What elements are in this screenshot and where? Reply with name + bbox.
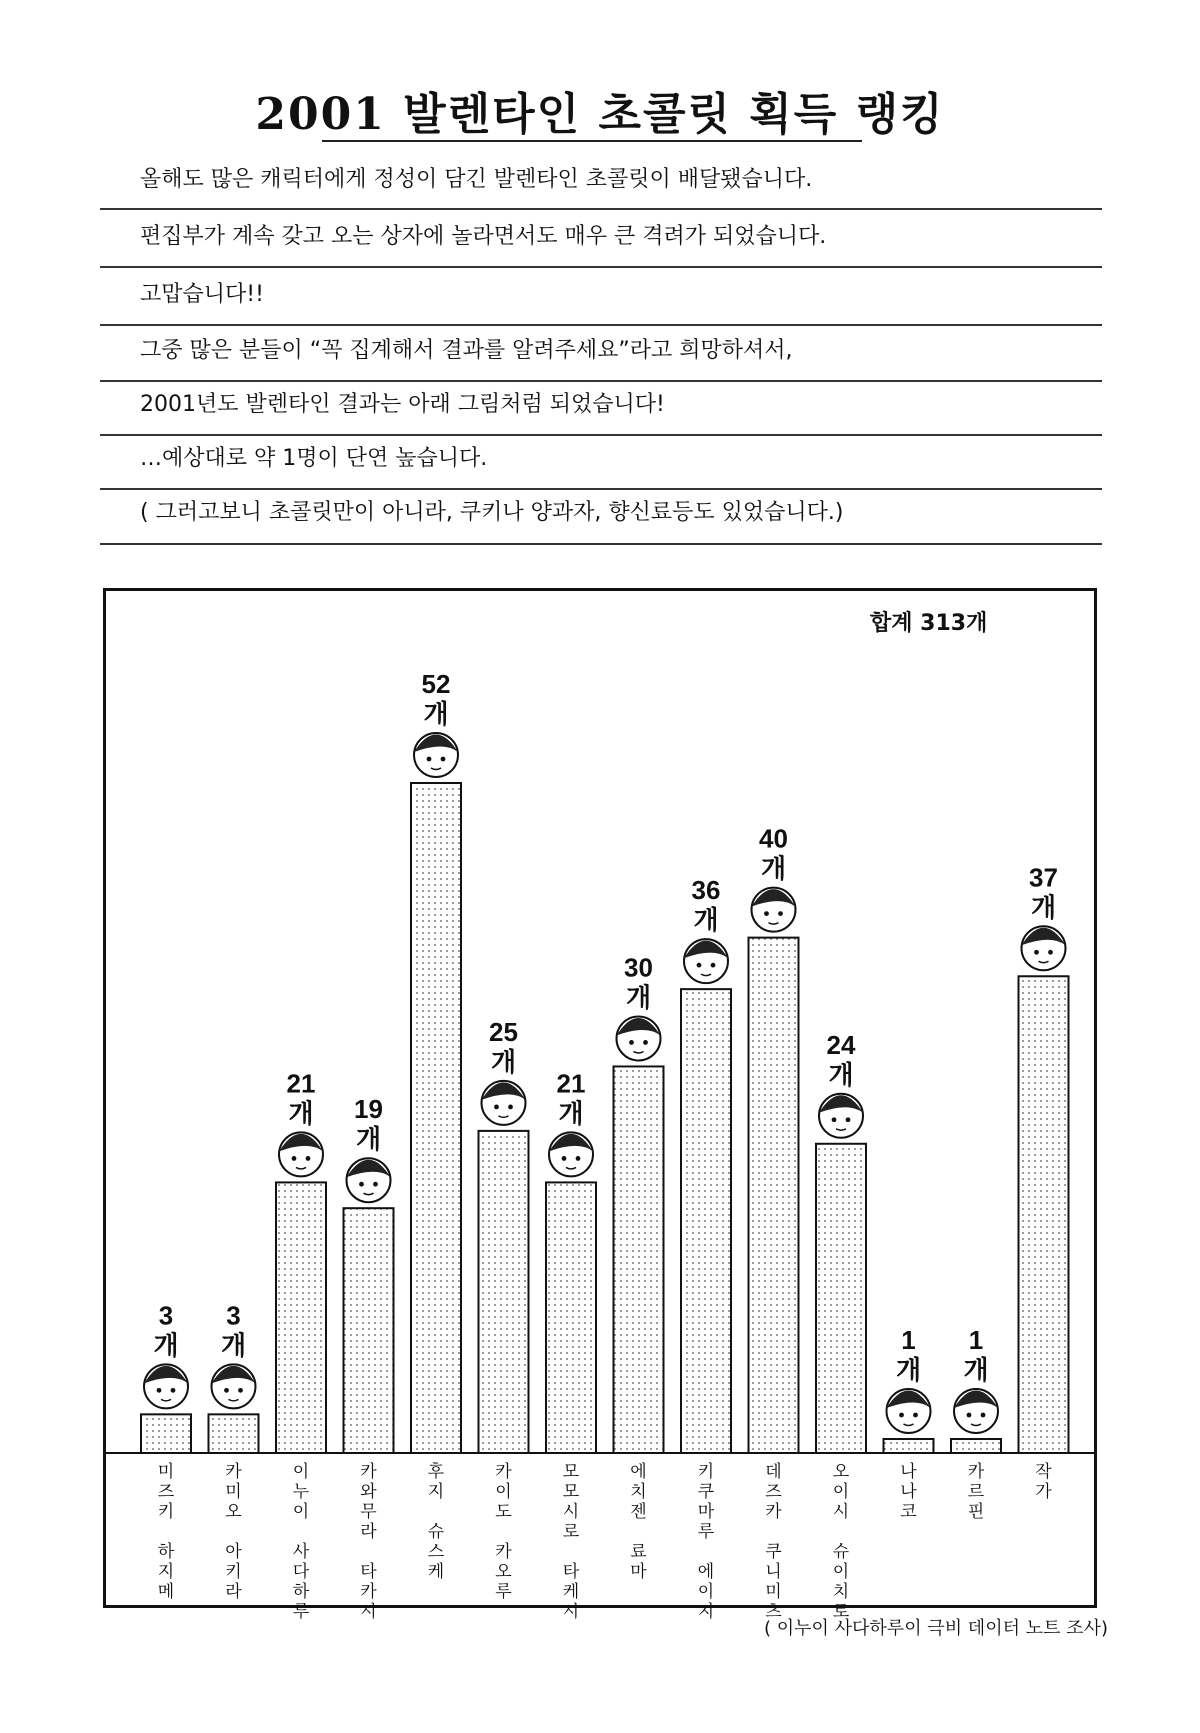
value-label: 3 [226, 1300, 241, 1331]
bar [749, 938, 799, 1453]
value-unit: 개 [558, 1099, 584, 1130]
category-label: 나 나 코 [900, 1462, 917, 1522]
value-unit: 개 [693, 906, 719, 937]
category-label: 데 즈 카 쿠 니 미 츠 [765, 1462, 782, 1622]
value-label: 3 [158, 1300, 174, 1331]
category-label: 미 즈 키 하 지 메 [157, 1462, 175, 1602]
value-label: 36 [691, 875, 721, 906]
bar [681, 989, 731, 1453]
value-label: 21 [286, 1068, 316, 1099]
value-unit: 개 [828, 1060, 854, 1091]
character-face-icon [279, 1132, 323, 1176]
total-label: 합계 313개 [870, 611, 988, 636]
intro-line: 편집부가 계속 갖고 오는 상자에 놀라면서도 매우 큰 격려가 되었습니다. [140, 224, 827, 249]
footnote: ( 이누이 사다하루이 극비 데이터 노트 조사) [764, 1618, 1108, 1639]
value-label: 37 [1029, 862, 1058, 893]
bar [951, 1439, 1001, 1453]
value-unit: 개 [760, 854, 787, 885]
value-label: 25 [489, 1016, 518, 1047]
category-label: 키 쿠 마 루 에 이 지 [697, 1462, 715, 1622]
category-label: 작 가 [1035, 1462, 1052, 1502]
category-label: 카 와 무 라 타 카 시 [360, 1462, 377, 1622]
bar [884, 1439, 934, 1453]
bar [276, 1182, 326, 1453]
character-face-icon [144, 1364, 188, 1408]
intro-line: 2001년도 발렌타인 결과는 아래 그림처럼 되었습니다! [140, 392, 665, 417]
category-label: 모 모 시 로 타 케 시 [562, 1462, 580, 1622]
bar [209, 1414, 259, 1453]
character-face-icon [752, 888, 796, 932]
page-title: 2001 발렌타인 초콜릿 획득 랭킹 [255, 89, 945, 140]
intro-line: 올해도 많은 캐릭터에게 정성이 담긴 발렌타인 초콜릿이 배달됐습니다. [140, 167, 813, 192]
category-label: 이 누 이 사 다 하 루 [292, 1462, 310, 1622]
value-unit: 개 [288, 1099, 314, 1130]
character-face-icon [1022, 926, 1066, 970]
bar [1019, 976, 1069, 1453]
value-unit: 개 [153, 1331, 179, 1362]
character-face-icon [347, 1158, 391, 1202]
value-unit: 개 [625, 983, 652, 1014]
intro-line: …예상대로 약 1명이 단연 높습니다. [140, 446, 488, 471]
value-unit: 개 [355, 1125, 382, 1156]
character-face-icon [954, 1389, 998, 1433]
bar [479, 1131, 529, 1453]
value-unit: 개 [490, 1047, 517, 1078]
intro-line: 고맙습니다!! [140, 282, 264, 307]
value-unit: 개 [220, 1331, 247, 1362]
character-face-icon [617, 1016, 661, 1060]
bar [546, 1182, 596, 1453]
character-face-icon [414, 733, 458, 777]
bar [411, 783, 461, 1453]
value-label: 40 [759, 823, 788, 854]
category-label: 카 이 도 카 오 루 [495, 1462, 512, 1602]
character-face-icon [549, 1132, 593, 1176]
category-label: 후 지 슈 스 케 [427, 1462, 445, 1582]
character-face-icon [212, 1364, 256, 1408]
value-label: 19 [354, 1094, 383, 1125]
character-face-icon [684, 939, 728, 983]
value-label: 24 [826, 1029, 856, 1060]
bar [141, 1414, 191, 1453]
category-label: 카 미 오 아 키 라 [225, 1462, 242, 1602]
value-label: 1 [968, 1325, 984, 1355]
category-label: 카 르 핀 [967, 1462, 985, 1522]
value-unit: 개 [963, 1356, 989, 1386]
value-label: 30 [624, 952, 653, 983]
value-label: 52 [421, 669, 451, 699]
value-unit: 개 [895, 1356, 922, 1386]
bar [614, 1066, 664, 1453]
value-unit: 개 [1030, 893, 1057, 924]
intro-line: 그중 많은 분들이 “꼭 집계해서 결과를 알려주세요”라고 희망하셔서, [140, 338, 793, 363]
character-face-icon [819, 1094, 863, 1138]
bar [816, 1144, 866, 1453]
category-label: 에 치 젠 료 마 [630, 1462, 647, 1582]
value-label: 21 [556, 1068, 586, 1099]
character-face-icon [482, 1081, 526, 1125]
category-label: 오 이 시 슈 이 치 로 [832, 1462, 850, 1622]
value-label: 1 [901, 1325, 916, 1355]
bar [344, 1208, 394, 1453]
character-face-icon [887, 1389, 931, 1433]
value-unit: 개 [423, 700, 449, 730]
intro-line: ( 그러고보니 초콜릿만이 아니라, 쿠키나 양과자, 향신료등도 있었습니다.) [140, 500, 844, 525]
